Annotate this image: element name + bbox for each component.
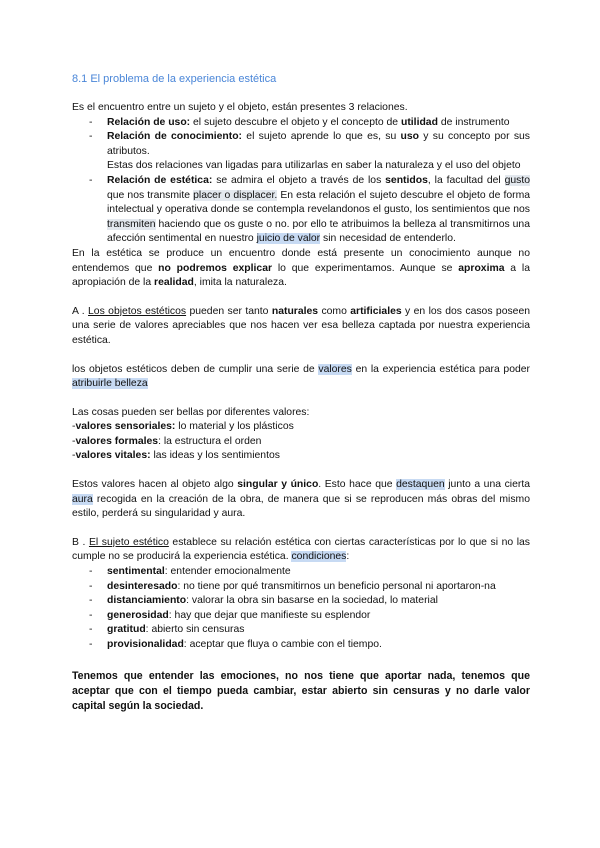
encounter-bold-2: aproxima [458,262,505,274]
highlight-condiciones: condiciones [291,551,347,563]
section-b-underlined: El sujeto estético [88,536,169,548]
relations-list [72,116,530,247]
relation-estetica-bold: sentidos [385,174,428,186]
encounter-bold-1: no podremos explicar [158,262,273,274]
encounter-text-2: lo que experimentamos. Aunque se [272,262,459,274]
conditions-list [72,565,530,653]
singular-text-3: junto a una cierta [444,479,530,491]
relation-conocimiento-text: el sujeto aprende lo que es, su [242,131,401,143]
condition-label: distanciamiento [107,595,187,607]
section-a-paragraph [72,305,530,349]
encounter-text-3: a la apropiación de la [72,262,530,289]
highlight-destaquen: destaquen [396,479,445,491]
relation-uso [107,116,530,131]
highlight-valores: valores [318,363,352,375]
highlight-placer: placer o displacer. [193,189,278,201]
section-b-prefix: B . [72,536,89,548]
condition-text: : no tiene por qué transmitirnos un beneficio personal ni aportaron-na [177,580,496,592]
condition-text: : entender emocionalmente [164,566,291,578]
section-a-prefix: A . [72,305,89,317]
singular-text-1: Estos valores hacen al objeto algo [72,479,238,491]
section-a-bold-1: naturales [271,305,319,317]
intro-block [72,101,530,714]
relation-uso-text-end: de instrumento [437,116,510,128]
section-a-bold-2: artificiales [350,305,402,317]
value-item-prefix: - [72,450,76,462]
condition-item [107,580,530,595]
relation-estetica-text-6: sin necesidad de entenderlo. [320,233,456,245]
relation-estetica-text-3: que nos transmite [107,189,194,201]
intro-paragraph: Es el encuentro entre un sujeto y el objeto, están presentes 3 relaciones. [72,102,408,113]
encounter-bold-3: realidad [154,277,194,289]
condition-label: gratitud [107,624,146,636]
highlight-juicio-de-valor: juicio de valor [256,233,321,245]
value-item [72,449,530,464]
value-item [72,420,530,435]
value-item-label: valores sensoriales: [75,421,176,433]
condition-label: provisionalidad [107,639,184,650]
condition-label: generosidad [107,609,169,621]
section-a-text-3: y en los dos casos poseen una serie de valores apreciables que nos hacen ver esa belleza captada por nuestra experiencia estética. [72,305,531,346]
highlight-gusto: gusto [504,174,531,186]
relation-conocimiento-label: Relación de conocimiento: [107,131,243,143]
section-heading: 8.1 El problema de la experiencia estética [72,73,277,85]
condition-item [107,594,530,609]
relation-estetica-label: Relación de estética: [107,174,213,186]
section-b-text-2: : [346,551,350,563]
condition-label: desinteresado [107,580,178,592]
relation-estetica [107,174,530,247]
relation-estetica-text: se admira el objeto a través de los [212,174,386,186]
section-a-text-2: como [318,305,351,317]
singular-text-2: . Esto hace que [318,479,397,491]
highlight-aura: aura [72,493,93,505]
condition-text: : aceptar que fluya o cambie con el tiempo. [183,639,382,650]
relation-conocimiento-text-end: y su concepto por sus atributos. [107,131,530,157]
section-a-text-1: pueden ser tanto [186,305,272,317]
value-item-prefix: - [72,435,76,447]
value-item-prefix: - [72,421,76,433]
relation-estetica-text-4: En esta relación el sujeto descubre el objeto de forma intelectual y operativa donde se contempla revelandonos el gusto, los sentimientos que nos [107,189,531,216]
condition-label: sentimental [107,566,165,578]
relation-conocimiento-bold: uso [400,131,420,143]
value-item-text: lo material y los plásticos [175,421,294,433]
section-a-underlined: Los objetos estéticos [88,305,187,317]
value-item-text: las ideas y los sentimientos [150,450,280,462]
encounter-paragraph [72,247,530,291]
value-item [72,435,530,450]
condition-item [107,638,530,653]
relation-uso-text: el sujeto descubre el objeto y el concepto de [190,116,401,128]
objects-values-text-2: en la experiencia estética para poder [351,363,530,375]
encounter-text-4: , imita la naturaleza. [193,277,287,289]
condition-text: : hay que dejar que manifieste su esplendor [168,609,371,621]
section-b-paragraph [72,536,530,565]
relation-uso-bold: utilidad [400,116,438,128]
condition-text: : valorar la obra sin basarse en la sociedad, lo material [186,595,438,607]
objects-values-paragraph [72,363,530,392]
value-item-text: : la estructura el orden [158,435,262,447]
singular-paragraph [72,478,530,522]
relation-uso-label: Relación de uso: [107,116,191,128]
condition-item [107,609,530,624]
value-item-label: valores formales [75,435,159,447]
condition-text: : abierto sin censuras [145,624,245,636]
objects-values-text-1: los objetos estéticos deben de cumplir una serie de [72,363,319,375]
section-b-text-1: establece su relación estética con ciertas características por lo que si no las cumple no se producirá la experiencia estética. [72,536,530,563]
relation-estetica-text-2: , la facultad del [427,174,505,186]
highlight-transmiten: transmiten [107,218,156,230]
relation-note: Estas dos relaciones van ligadas para utilizarlas en saber la naturaleza y el uso del objeto [107,160,521,172]
conclusion-paragraph: Tenemos que entender las emociones, no nos tiene que aportar nada, tenemos que aceptar que con el tiempo pueda cambiar, estar abierto sin censuras y no darle valor capital según la sociedad. [72,669,530,712]
condition-item [107,623,530,638]
singular-text-4: recogida en la creación de la obra, de manera que si se reproducen más obras del mismo estilo, perderá su singularidad y aura. [72,493,530,520]
encounter-text-1: En la estética se produce un encuentro donde está presente un conocimiento aunque no entendemos que [72,247,530,274]
relation-conocimiento [107,130,530,174]
highlight-atribuirle-belleza: atribuirle belleza [72,378,148,390]
condition-item [107,565,530,580]
value-item-label: valores vitales: [75,450,151,462]
relation-estetica-text-5: haciendo que os guste o no. por ello te atribuimos la belleza al transmitirnos una afección sentimental en nuestro [107,218,530,245]
singular-bold: singular y único [237,479,319,491]
values-intro: Las cosas pueden ser bellas por diferentes valores: [72,406,310,418]
